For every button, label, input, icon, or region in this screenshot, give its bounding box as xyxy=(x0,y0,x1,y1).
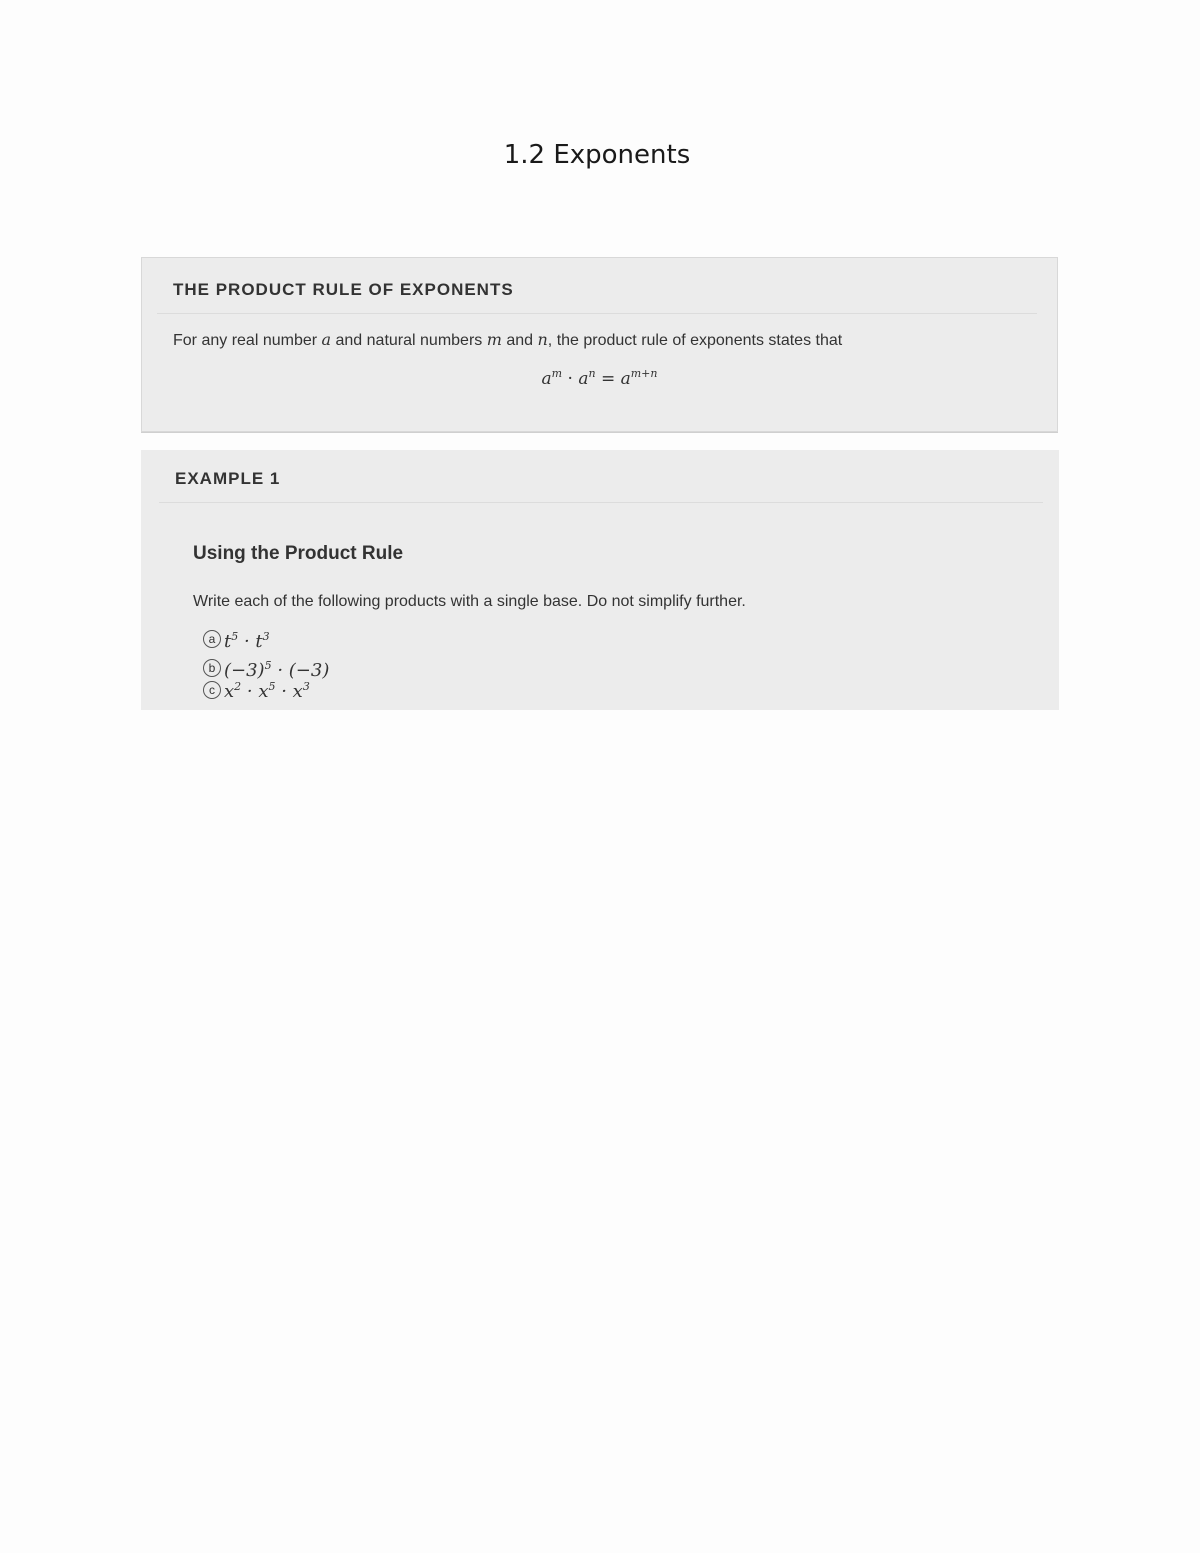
expr-part: · t xyxy=(238,631,263,652)
expr-part: x xyxy=(224,681,235,702)
formula-base1: a xyxy=(541,369,552,389)
rule-var-a: a xyxy=(321,330,332,349)
formula-equals: = xyxy=(595,369,621,389)
rule-text-part2: and natural numbers xyxy=(331,332,487,349)
expr-exponent: 2 xyxy=(234,680,242,693)
expr-part: · (−3) xyxy=(271,660,330,681)
expr-exponent: 5 xyxy=(264,659,272,672)
problem-expression xyxy=(224,631,270,652)
formula-base2: a xyxy=(578,369,589,389)
rule-var-m: m xyxy=(486,330,502,349)
expr-exponent: 3 xyxy=(302,680,310,693)
formula-exp1: m xyxy=(551,367,563,380)
problem-marker: b xyxy=(203,659,221,677)
expr-part: · x xyxy=(275,681,303,702)
formula-base3: a xyxy=(620,369,631,389)
rule-var-n: n xyxy=(537,330,548,349)
expr-part: · x xyxy=(241,681,269,702)
problem-expression xyxy=(224,681,310,702)
page-title: 1.2 Exponents xyxy=(503,140,691,170)
expr-part: (−3) xyxy=(224,660,265,681)
rule-box-heading: THE PRODUCT RULE OF EXPONENTS xyxy=(173,280,514,299)
rule-box-divider xyxy=(157,313,1037,314)
rule-text-part1: For any real number xyxy=(173,332,322,349)
example-subtitle: Using the Product Rule xyxy=(193,543,404,564)
example-box xyxy=(141,450,1059,710)
problem-list xyxy=(203,622,330,702)
rule-statement xyxy=(173,330,842,350)
formula-dot: · xyxy=(562,369,579,389)
example-box-divider xyxy=(159,502,1043,503)
rule-text-part4: , the product rule of exponents states that xyxy=(547,332,843,349)
rule-text-part3: and xyxy=(501,332,538,349)
example-box-heading: EXAMPLE 1 xyxy=(175,469,281,488)
expr-part: t xyxy=(224,631,232,652)
formula-exp2: n xyxy=(588,367,596,380)
product-rule-formula xyxy=(142,367,1057,389)
expr-exponent: 5 xyxy=(268,680,276,693)
problem-marker: c xyxy=(203,681,221,699)
problem-marker: a xyxy=(203,630,221,648)
expr-exponent: 3 xyxy=(262,630,270,643)
formula-exp3: m+n xyxy=(630,367,658,380)
example-instructions: Write each of the following products with a single base. Do not simplify further. xyxy=(193,593,746,610)
product-rule-box xyxy=(141,257,1058,432)
expr-exponent: 5 xyxy=(231,630,239,643)
problem-item xyxy=(203,622,329,651)
